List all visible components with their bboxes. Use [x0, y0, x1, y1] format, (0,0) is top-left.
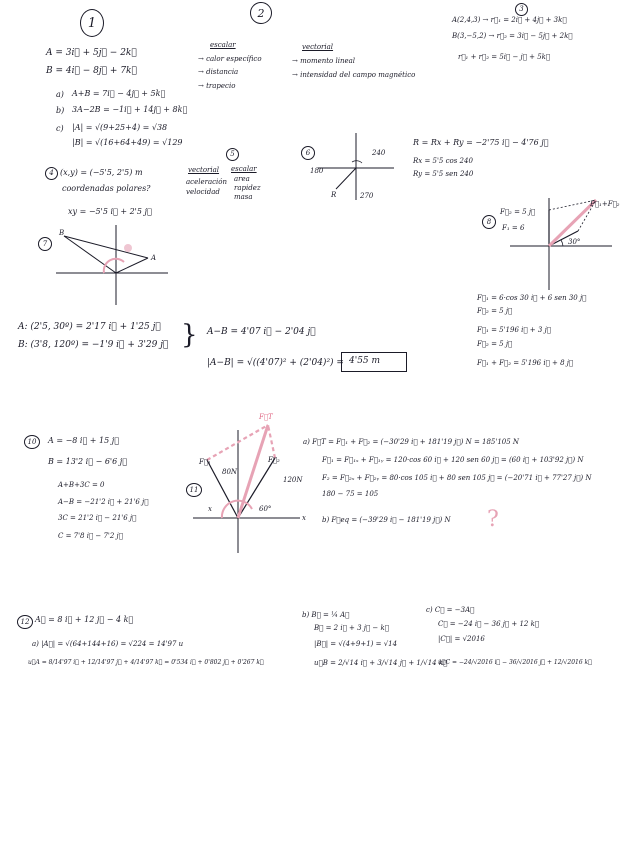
- p12-line-1: A⃗ = 8 i⃗ + 12 j⃗ − 4 k⃗: [35, 615, 134, 624]
- problem-12-number: 12: [17, 615, 33, 629]
- p8-label-f2: F⃗₂ = 5 j⃗: [500, 208, 536, 216]
- p11-line-1: a) F⃗T = F⃗₁ + F⃗₂ = (−30'29 i⃗ + 181'19 j⃗) N = 185'105 N: [303, 438, 520, 446]
- p1-part-c-eq1: |A| = √(9+25+4) = √38: [72, 123, 168, 132]
- p10-line-4: A−B = −21'2 i⃗ + 21'6 j⃗: [58, 498, 149, 506]
- p12-line-3: u⃗A = 8/14'97 i⃗ + 12/14'97 j⃗ + 4/14'97 k⃗ = 0'534 i⃗ + 0'802 j⃗ + 0'267 k⃗: [28, 659, 264, 666]
- problem-8-number: 8: [482, 215, 496, 229]
- p11-label-80n: 80N: [222, 468, 238, 476]
- p1-part-a-label: a): [56, 90, 64, 99]
- problem-4-number: 4: [45, 167, 58, 180]
- p5-scalar-item-3: masa: [234, 193, 253, 201]
- p2-scalar-item-1: → calor específico: [198, 55, 262, 63]
- p5-vector-item-2: velocidad: [186, 188, 220, 196]
- problem-2-number: 2: [250, 2, 272, 24]
- p2-vector-item-1: → momento lineal: [292, 57, 356, 65]
- p11-label-f1: F⃗₁: [199, 458, 211, 466]
- p7-point-a: A: [151, 254, 157, 262]
- p2-scalar-item-2: → distancia: [198, 68, 239, 76]
- p5-vector-heading: vectorial: [188, 166, 220, 174]
- p10-line-6: C = 7'8 i⃗ − 7'2 j⃗: [58, 532, 123, 540]
- p8-line-5: F⃗₁ + F⃗₂ = 5'196 i⃗ + 8 j⃗: [477, 359, 574, 367]
- p1-vector-a: A = 3i⃗ + 5j⃗ − 2k⃗: [46, 48, 137, 58]
- p8-label-f1: F₁ = 6: [502, 224, 525, 232]
- p7-point-b: B: [59, 229, 65, 237]
- p11-question-mark: ?: [487, 507, 499, 532]
- p12-c-line-4: u⃗C = −24/√2016 i⃗ − 36/√2016 j⃗ + 12/√2016 k⃗: [438, 659, 592, 666]
- p8-line-4: F⃗₂ = 5 j⃗: [477, 340, 513, 348]
- p6-angle-left: 180: [310, 167, 324, 175]
- p11-label-120n: 120N: [283, 476, 303, 484]
- p12-c-line-1: c) C⃗ = −3A⃗: [426, 606, 475, 614]
- p3-line-1: A(2,4,3) → r⃗₁ = 2i⃗ + 4j⃗ + 3k⃗: [452, 16, 567, 24]
- p5-scalar-item-2: rapidez: [234, 184, 261, 192]
- p4-line-1: (x,y) = (−5'5, 2'5) m: [60, 168, 143, 177]
- p8-line-3: F⃗₁ = 5'196 i⃗ + 3 j⃗: [477, 326, 551, 334]
- p8-line-1: F⃗₁ = 6·cos 30 i⃗ + 6 sen 30 j⃗: [477, 294, 587, 302]
- p7-brace: }: [181, 320, 198, 350]
- problem-11-number: 11: [186, 483, 202, 497]
- p10-line-2: B = 13'2 i⃗ − 6'6 j⃗: [48, 457, 128, 466]
- problem-7-number: 7: [38, 237, 52, 251]
- p7-line-2: B: (3'8, 120º) = −1'9 i⃗ + 3'29 j⃗: [18, 340, 169, 350]
- p2-scalar-item-3: → trapecio: [198, 82, 236, 90]
- p11-line-3: F₂ = F⃗₂ₓ + F⃗₂ᵧ = 80·cos 105 i⃗ + 80 sen 105 j⃗ = (−20'71 i⃗ + 77'27 j⃗) N: [322, 474, 592, 482]
- p12-b-line-1: b) B⃗ = ¼ A⃗: [302, 611, 350, 619]
- p1-part-b-eq: 3A−2B = −1i⃗ + 14j⃗ + 8k⃗: [72, 105, 188, 114]
- p2-scalar-heading: escalar: [210, 41, 236, 49]
- p6-angle-top: 240: [372, 149, 386, 157]
- p12-b-line-3: |B⃗| = √(4+9+1) = √14: [314, 640, 398, 648]
- p12-b-line-2: B⃗ = 2 i⃗ + 3 j⃗ − k⃗: [314, 624, 389, 632]
- p11-angle-label-2: 60°: [259, 505, 272, 513]
- p8-label-sum: F⃗₁+F⃗₂: [590, 200, 620, 208]
- p4-line-3: xy = −5'5 i⃗ + 2'5 j⃗: [68, 207, 152, 216]
- p6-line-2: Rx = 5'5 cos 240: [413, 157, 473, 165]
- problem-6-number: 6: [301, 146, 315, 160]
- p1-part-b-label: b): [56, 106, 65, 115]
- p11-x-label: x: [302, 514, 306, 522]
- p11-guide-2: [268, 425, 275, 458]
- p11-angle-label-1: x: [208, 505, 212, 513]
- p10-line-1: A = −8 i⃗ + 15 j⃗: [48, 436, 120, 445]
- p12-line-2: a) |A⃗| = √(64+144+16) = √224 = 14'97 u: [32, 640, 184, 648]
- p8-line-2: F⃗₂ = 5 j⃗: [477, 307, 513, 315]
- p12-c-line-2: C⃗ = −24 i⃗ − 36 j⃗ + 12 k⃗: [438, 620, 540, 628]
- problem-10-number: 10: [24, 435, 40, 449]
- p11-line-5: b) F⃗eq = (−39'29 i⃗ − 181'19 j⃗) N: [322, 516, 451, 524]
- p5-vector-item-1: aceleración: [186, 178, 228, 186]
- p7-result: 4'55 m: [349, 356, 381, 366]
- p1-part-c-eq2: |B| = √(16+64+49) = √129: [72, 138, 183, 147]
- problem-5-number: 5: [226, 148, 239, 161]
- p12-b-line-4: u⃗B = 2/√14 i⃗ + 3/√14 j⃗ + 1/√14 k⃗: [314, 659, 448, 667]
- p3-line-2: B(3,−5,2) → r⃗₂ = 3i⃗ − 5j⃗ + 2k⃗: [452, 32, 573, 40]
- p6-line-3: Ry = 5'5 sen 240: [413, 170, 474, 178]
- p7-line-3: A−B = 4'07 i⃗ − 2'04 j⃗: [207, 327, 316, 337]
- p2-vector-heading: vectorial: [302, 43, 334, 51]
- p12-c-line-3: |C⃗| = √2016: [438, 635, 485, 643]
- p10-line-3: A+B+3C = 0: [58, 481, 105, 489]
- p11-label-ft: F⃗T: [259, 413, 273, 421]
- p4-line-2: coordenadas polares?: [62, 184, 151, 193]
- p1-vector-b: B = 4i⃗ − 8j⃗ + 7k⃗: [46, 66, 137, 76]
- p10-line-5: 3C = 21'2 i⃗ − 21'6 j⃗: [58, 514, 137, 522]
- p6-point-r: R: [331, 191, 337, 199]
- p6-angle-bottom: 270: [360, 192, 374, 200]
- p6-line-1: R = Rx + Ry = −2'75 i⃗ − 4'76 j⃗: [413, 138, 549, 147]
- p8-angle-label: 30°: [568, 238, 581, 246]
- p11-line-4: 180 − 75 = 105: [322, 490, 379, 498]
- p7-line-4: |A−B| = √((4'07)² + (2'04)²) =: [207, 358, 344, 368]
- p1-part-a-eq: A+B = 7i⃗ − 4j⃗ + 5k⃗: [72, 89, 166, 98]
- p7-line-1: A: (2'5, 30º) = 2'17 i⃗ + 1'25 j⃗: [18, 322, 161, 332]
- p5-scalar-item-1: area: [234, 175, 250, 183]
- p3-line-3: r⃗₁ + r⃗₂ = 5i⃗ − j⃗ + 5k⃗: [458, 53, 551, 61]
- problem-1-number: 1: [80, 9, 104, 37]
- p11-line-2: F⃗₁ = F⃗₁ₓ + F⃗₁ᵧ = 120·cos 60 i⃗ + 120 sen 60 j⃗ = (60 i⃗ + 103'92 j⃗) N: [322, 456, 584, 464]
- problem-3-number: 3: [515, 3, 528, 16]
- p1-part-c-label: c): [56, 124, 64, 133]
- p5-scalar-heading: escalar: [231, 165, 257, 173]
- p11-label-f2: F⃗₂: [268, 456, 280, 464]
- p2-vector-item-2: → intensidad del campo magnético: [292, 71, 416, 79]
